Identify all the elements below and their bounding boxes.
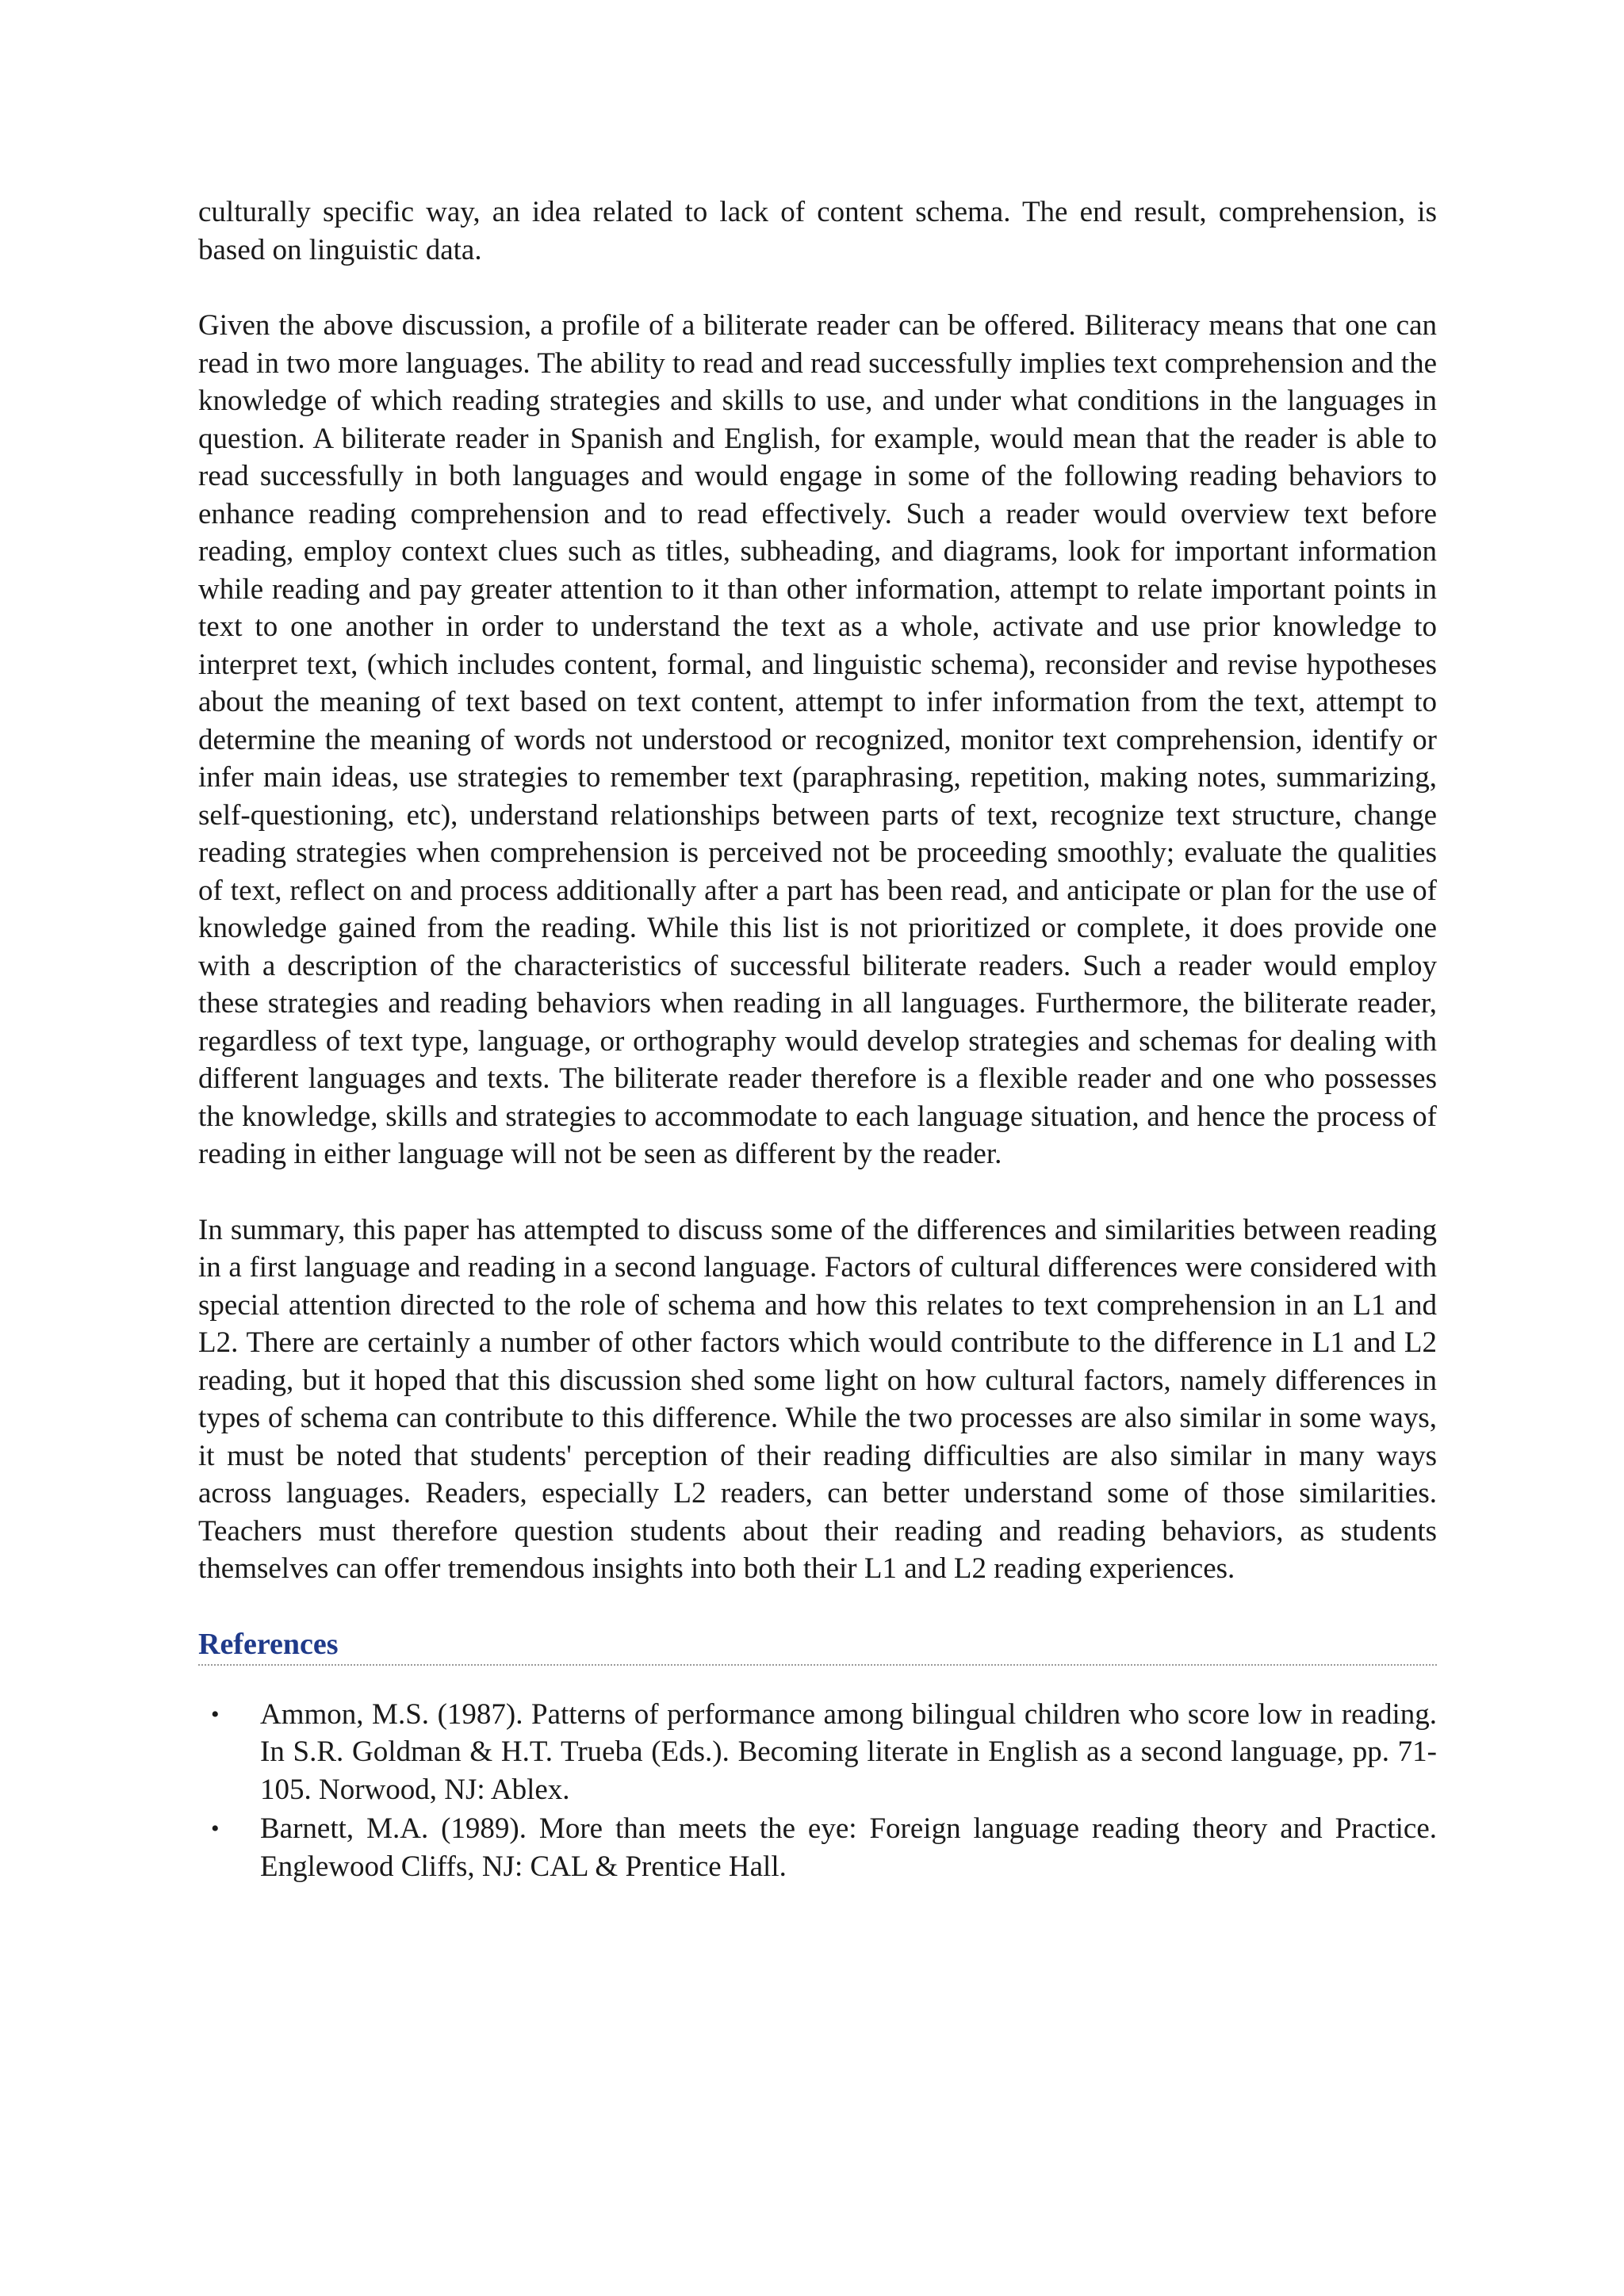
paragraph-culturally-specific: culturally specific way, an idea related to lack of content schema. The end result, comprehension, is based on linguistic data. xyxy=(198,196,1437,266)
reference-text: Barnett, M.A. (1989). More than meets the eye: Foreign language reading theory and Practice. Englewood Cliffs, NJ: CAL & Prentice Hall. xyxy=(260,1812,1437,1883)
reference-item-barnett xyxy=(198,1810,1437,1885)
bullet-icon: • xyxy=(211,1701,220,1728)
references-list xyxy=(198,1696,1437,1886)
reference-item-ammon xyxy=(198,1696,1437,1809)
reference-text: Ammon, M.S. (1987). Patterns of performance among bilingual children who score low in reading. In S.R. Goldman & H.T. Trueba (Eds.). Becoming literate in English as a second language, pp. 71-105. Norwood, NJ: Ablex. xyxy=(260,1697,1437,1806)
paragraph-biliterate-profile: Given the above discussion, a profile of a biliterate reader can be offered. Biliteracy means that one can read in two more languages. The ability to read and read successfully implies text comprehension and the knowledge of which reading strategies and skills to use, and under what conditions in the languages in question. A biliterate reader in Spanish and English, for example, would mean that the reader is able to read successfully in both languages and would engage in some of the following reading behaviors to enhance reading comprehension and to read effectively. Such a reader would overview text before reading, employ context clues such as titles, subheading, and diagrams, look for important information while reading and pay greater attention to it than other information, attempt to relate important points in text to one another in order to understand the text as a whole, activate and use prior knowledge to interpret text, (which includes content, formal, and linguistic schema), reconsider and revise hypotheses about the meaning of text based on text content, attempt to infer information from the text, attempt to determine the meaning of words not understood or recognized, monitor text comprehension, identify or infer main ideas, use strategies to remember text (paraphrasing, repetition, making notes, summarizing, self-questioning, etc), understand relationships between parts of text, recognize text structure, change reading strategies when comprehension is perceived not be proceeding smoothly; evaluate the qualities of text, reflect on and process additionally after a part has been read, and anticipate or plan for the use of knowledge gained from the reading. While this list is not prioritized or complete, it does provide one with a description of the characteristics of successful biliterate readers. Such a reader would employ these strategies and reading behaviors when reading in all languages. Furthermore, the biliterate reader, regardless of text type, language, or orthography would develop strategies and schemas for dealing with different languages and texts. The biliterate reader therefore is a flexible reader and one who possesses the knowledge, skills and strategies to accommodate to each language situation, and hence the process of reading in either language will not be seen as different by the reader. xyxy=(198,309,1437,1170)
paragraph-summary: In summary, this paper has attempted to discuss some of the differences and similarities between reading in a first language and reading in a second language. Factors of cultural differences were considered with special attention directed to the role of schema and how this relates to text comprehension in an L1 and L2. There are certainly a number of other factors which would contribute to the difference in L1 and L2 reading, but it hoped that this discussion shed some light on how cultural factors, namely differences in types of schema can contribute to this difference. While the two processes are also similar in some ways, it must be noted that students' perception of their reading difficulties are also similar in many ways across languages. Readers, especially L2 readers, can better understand some of those similarities. Teachers must therefore question students about their reading and reading behaviors, as students themselves can offer tremendous insights into both their L1 and L2 reading experiences. xyxy=(198,1213,1437,1585)
bullet-icon: • xyxy=(211,1816,220,1842)
references-heading: References xyxy=(198,1626,1437,1666)
document-page xyxy=(198,193,1437,1887)
